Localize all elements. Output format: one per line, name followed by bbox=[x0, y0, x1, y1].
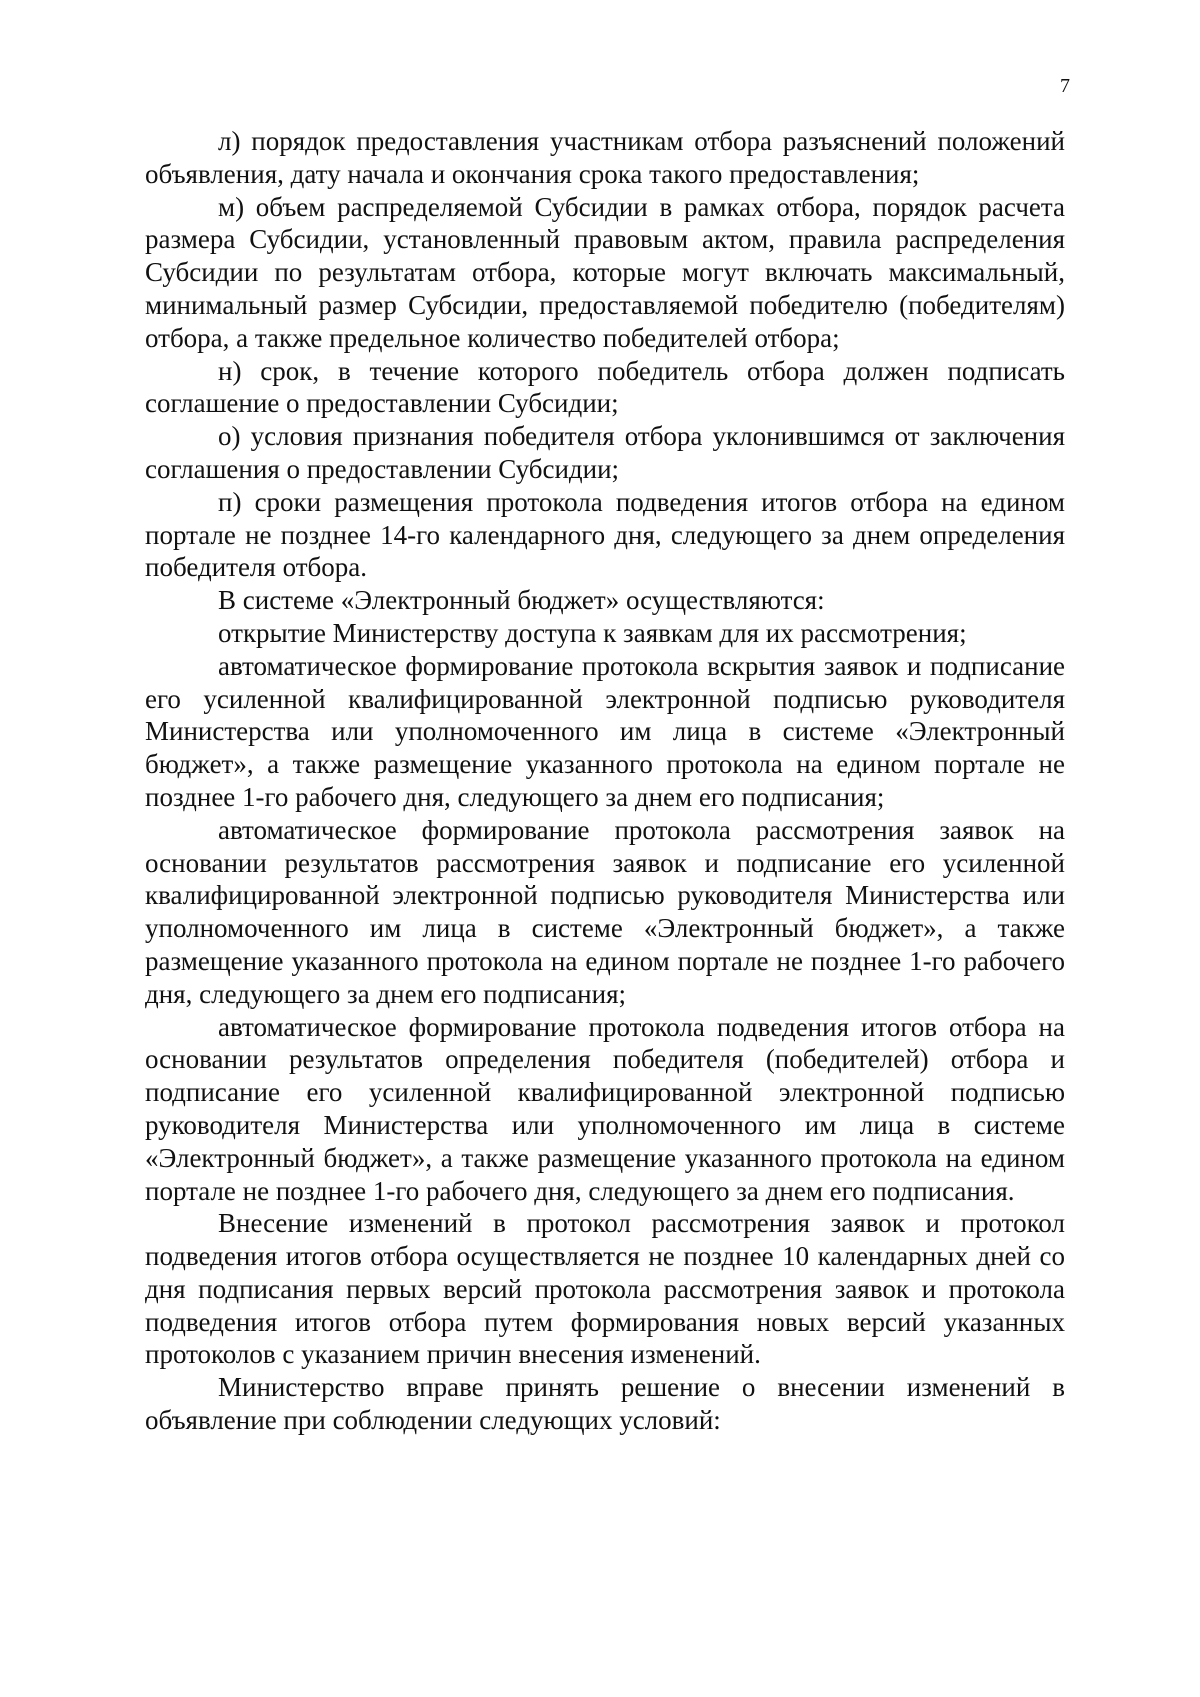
paragraph-electronic-budget-intro: В системе «Электронный бюджет» осуществляются: bbox=[218, 585, 825, 616]
paragraph-results-protocol: автоматическое формирование протокола подведения итогов отбора на основании результатов определения победителя (победителей) отбора и подписание его усиленной квалифицированной электронной подписью руководителя Министерства или уполномоченного им лица в системе «Электронный бюджет», а также размещение указанного протокола на едином портале не позднее 1-го рабочего дня, следующего за днем его подписания. bbox=[145, 1011, 1065, 1206]
paragraph-item-l: л) порядок предоставления участникам отбора разъяснений положений объявления, дату начала и окончания срока такого предоставления; bbox=[145, 126, 1065, 189]
paragraph-item-p: п) сроки размещения протокола подведения итогов отбора на едином портале не позднее 14-го календарного дня, следующего за днем определения победителя отбора. bbox=[145, 486, 1065, 583]
document-body bbox=[145, 125, 1065, 1437]
paragraph-announcement-changes: Министерство вправе принять решение о внесении изменений в объявление при соблюдении следующих условий: bbox=[145, 1372, 1065, 1436]
page-number: 7 bbox=[1060, 75, 1070, 97]
paragraph-protocol-changes: Внесение изменений в протокол рассмотрения заявок и протокол подведения итогов отбора осуществляется не позднее 10 календарных дней со дня подписания первых версий протокола рассмотрения заявок и протокола подведения итогов отбора путем формирования новых версий указанных протоколов с указанием причин внесения изменений. bbox=[145, 1208, 1065, 1370]
paragraph-item-n: н) срок, в течение которого победитель отбора должен подписать соглашение о предоставлении Субсидии; bbox=[145, 355, 1065, 419]
paragraph-access-opening: открытие Министерству доступа к заявкам для их рассмотрения; bbox=[218, 617, 967, 648]
paragraph-review-protocol: автоматическое формирование протокола рассмотрения заявок на основании результатов рассмотрения заявок и подписание его усиленной квалифицированной электронной подписью руководителя Министерства или уполномоченного им лица в системе «Электронный бюджет», а также размещение указанного протокола на едином портале не позднее 1-го рабочего дня, следующего за днем его подписания; bbox=[145, 814, 1065, 1009]
paragraph-item-m: м) объем распределяемой Субсидии в рамках отбора, порядок расчета размера Субсидии, установленный правовым актом, правила распределения Субсидии по результатам отбора, которые могут включать максимальный, минимальный размер Субсидии, предоставляемой победителю (победителям) отбора, а также предельное количество победителей отбора; bbox=[145, 191, 1065, 353]
paragraph-opening-protocol: автоматическое формирование протокола вскрытия заявок и подписание его усиленной квалифицированной электронной подписью руководителя Министерства или уполномоченного им лица в системе «Электронный бюджет», а также размещение указанного протокола на едином портале не позднее 1-го рабочего дня, следующего за днем его подписания; bbox=[145, 650, 1065, 812]
paragraph-item-o: о) условия признания победителя отбора уклонившимся от заключения соглашения о предоставлении Субсидии; bbox=[145, 421, 1065, 484]
